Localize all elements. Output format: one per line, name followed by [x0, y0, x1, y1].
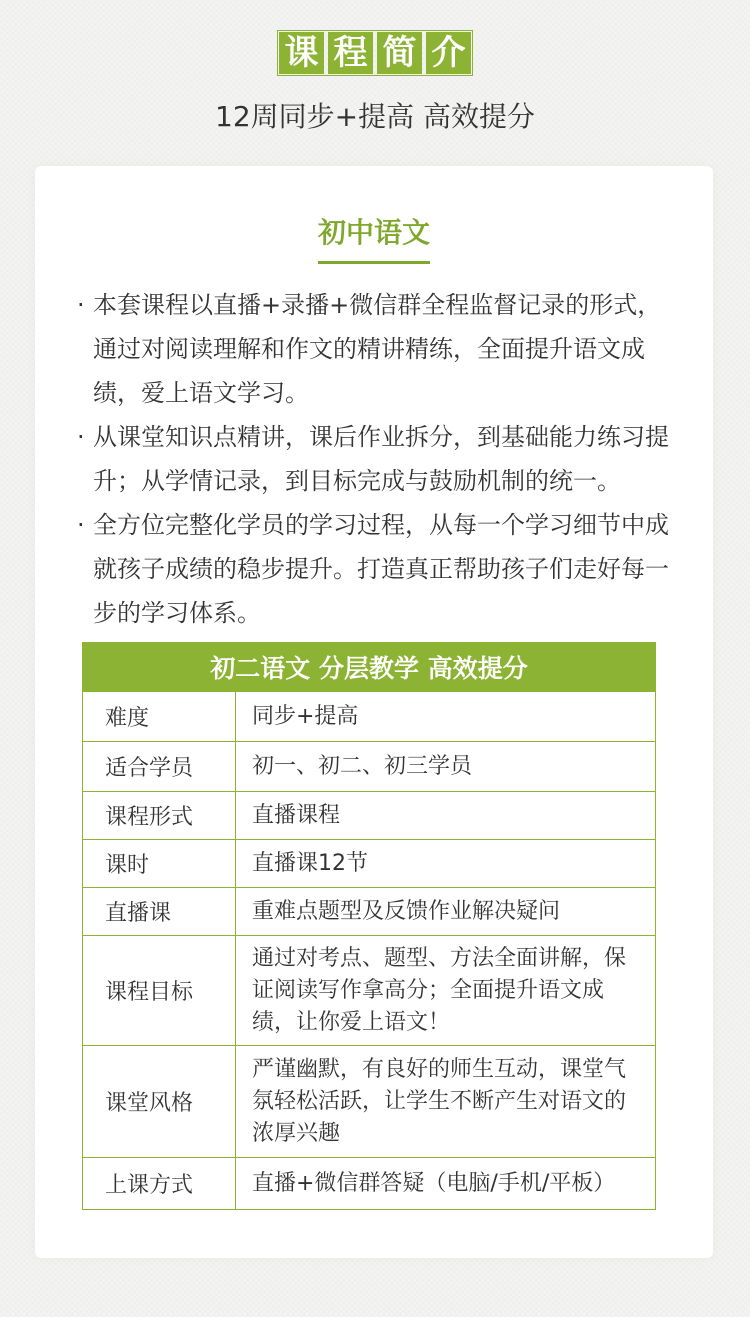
table-row [83, 840, 656, 888]
intro-item-text: 从课堂知识点精讲，课后作业拆分，到基础能力练习提升；从学情记录，到目标完成与鼓励机制的统一。 [93, 423, 669, 495]
section-title [35, 211, 713, 264]
row-label: 难度 [83, 692, 236, 742]
table-header-row [83, 643, 656, 692]
table-row [83, 1046, 656, 1158]
row-value: 通过对考点、题型、方法全面讲解，保证阅读写作拿高分；全面提升语文成绩，让你爱上语文！ [236, 936, 656, 1046]
course-info-table [82, 642, 656, 1210]
table-row [83, 888, 656, 936]
row-value: 重难点题型及反馈作业解决疑问 [236, 888, 656, 936]
title-char: 程 [328, 32, 373, 74]
title-box [277, 30, 473, 76]
bullet-dot-icon: · [77, 423, 85, 451]
row-value: 直播+微信群答疑（电脑/手机/平板） [236, 1158, 656, 1210]
title-char: 课 [279, 32, 324, 74]
intro-list [77, 283, 677, 635]
intro-item [77, 283, 677, 415]
row-label: 上课方式 [83, 1158, 236, 1210]
row-label: 直播课 [83, 888, 236, 936]
row-label: 课堂风格 [83, 1046, 236, 1158]
intro-item [77, 415, 677, 503]
table-row [83, 742, 656, 792]
row-label: 课程目标 [83, 936, 236, 1046]
row-value: 直播课12节 [236, 840, 656, 888]
bullet-dot-icon: · [77, 511, 85, 539]
course-card [35, 166, 713, 1258]
row-value: 同步+提高 [236, 692, 656, 742]
section-title-text: 初中语文 [318, 211, 430, 264]
table-row [83, 692, 656, 742]
title-char: 简 [377, 32, 422, 74]
row-label: 课时 [83, 840, 236, 888]
table-row [83, 936, 656, 1046]
row-value: 初一、初二、初三学员 [236, 742, 656, 792]
table-header: 初二语文 分层教学 高效提分 [83, 643, 656, 692]
page-subtitle: 12周同步+提高 高效提分 [215, 100, 535, 133]
intro-item [77, 503, 677, 635]
table-row [83, 1158, 656, 1210]
row-label: 课程形式 [83, 792, 236, 840]
intro-item-text: 全方位完整化学员的学习过程，从每一个学习细节中成就孩子成绩的稳步提升。打造真正帮助孩子们走好每一步的学习体系。 [93, 511, 669, 627]
row-value: 严谨幽默，有良好的师生互动，课堂气氛轻松活跃，让学生不断产生对语文的浓厚兴趣 [236, 1046, 656, 1158]
bullet-dot-icon: · [77, 291, 85, 319]
page-title [0, 30, 750, 76]
row-label: 适合学员 [83, 742, 236, 792]
row-value: 直播课程 [236, 792, 656, 840]
title-char: 介 [426, 32, 471, 74]
table-row [83, 792, 656, 840]
intro-item-text: 本套课程以直播+录播+微信群全程监督记录的形式，通过对阅读理解和作文的精讲精练，全面提升语文成绩，爱上语文学习。 [93, 291, 662, 407]
